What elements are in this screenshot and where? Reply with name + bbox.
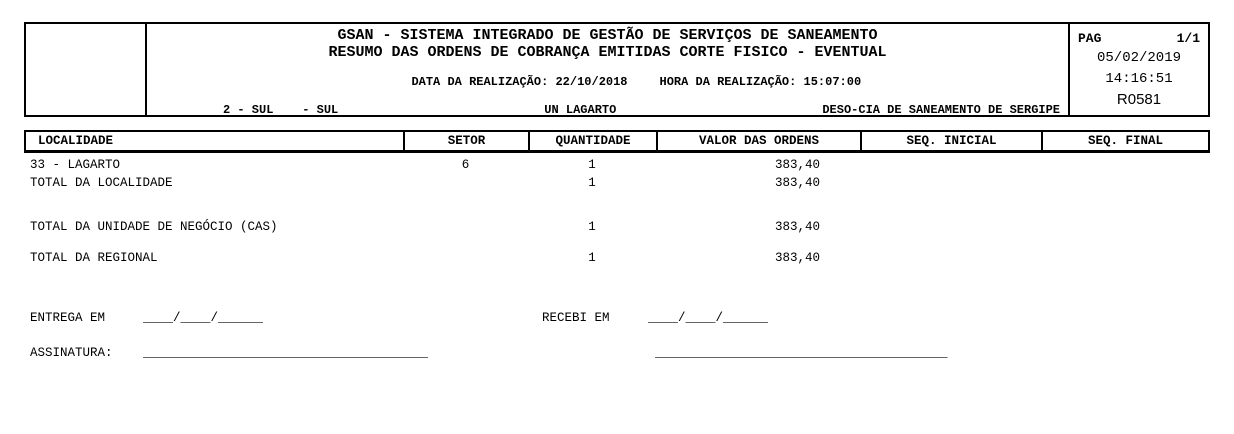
emission-date: 05/02/2019 xyxy=(1096,50,1181,67)
assinatura-line-right: _______________________________________ xyxy=(655,346,948,360)
table-row xyxy=(24,174,1210,192)
cell-valor: 383,40 xyxy=(774,176,820,190)
column-header-seq-final: SEQ. FINAL xyxy=(1087,134,1163,148)
assinatura-line-left: ______________________________________ xyxy=(143,346,429,360)
entrega-date-blank-field: ____/____/______ xyxy=(143,311,264,325)
realizacao-line xyxy=(153,61,1062,103)
cell-seq-final xyxy=(1041,249,1210,267)
realizacao-date-label: DATA DA REALIZAÇÃO: xyxy=(411,75,549,89)
assinatura-label: ASSINATURA: xyxy=(30,346,113,360)
cell-localidade: 33 - LAGARTO xyxy=(30,158,121,172)
page-number-row xyxy=(1078,31,1200,46)
cell-localidade: TOTAL DA UNIDADE DE NEGÓCIO (CAS) xyxy=(30,220,278,234)
cell-seq-final xyxy=(1041,218,1210,236)
realizacao-time-value: 15:07:00 xyxy=(803,75,862,89)
page-number: 1/1 xyxy=(1176,30,1200,46)
table-row xyxy=(24,249,1210,267)
page-label: PAG xyxy=(1078,30,1102,46)
page-info-box xyxy=(1068,24,1208,115)
cell-valor: 383,40 xyxy=(774,158,820,172)
table-row xyxy=(24,156,1210,174)
regional-label: 2 - SUL - SUL xyxy=(223,103,339,117)
column-header-valor-das-ordens: VALOR DAS ORDENS xyxy=(658,132,862,150)
report-code: R0581 xyxy=(1116,91,1162,109)
cell-valor: 383,40 xyxy=(774,251,820,265)
header-title-area xyxy=(147,24,1068,115)
column-header-quantidade: QUANTIDADE xyxy=(530,132,658,150)
cell-quantidade: 1 xyxy=(588,158,596,172)
location-line xyxy=(153,103,1062,117)
cell-seq-final xyxy=(1041,156,1210,174)
column-header-setor: SETOR xyxy=(405,132,530,150)
cell-seq-inicial xyxy=(860,174,1041,192)
emission-time: 14:16:51 xyxy=(1105,70,1173,87)
cell-seq-inicial xyxy=(860,249,1041,267)
cell-seq-inicial xyxy=(860,218,1041,236)
recebi-date-blank-field: ____/____/______ xyxy=(648,311,769,325)
cell-setor xyxy=(403,218,528,236)
realizacao-date-value: 22/10/2018 xyxy=(555,75,628,89)
cell-quantidade: 1 xyxy=(588,251,596,265)
report-title: RESUMO DAS ORDENS DE COBRANÇA EMITIDAS CORTE FISICO - EVENTUAL xyxy=(328,44,887,61)
logo-placeholder-box xyxy=(26,24,147,115)
cell-quantidade: 1 xyxy=(588,220,596,234)
table-header-row xyxy=(24,130,1210,153)
cell-quantidade: 1 xyxy=(588,176,596,190)
cell-localidade: TOTAL DA REGIONAL xyxy=(30,251,158,265)
unidade-negocio-label: UN LAGARTO xyxy=(544,103,617,117)
system-title: GSAN - SISTEMA INTEGRADO DE GESTÃO DE SERVIÇOS DE SANEAMENTO xyxy=(337,27,878,44)
cell-setor xyxy=(403,249,528,267)
entrega-em-label: ENTREGA EM xyxy=(30,311,106,325)
realizacao-time-label: HORA DA REALIZAÇÃO: xyxy=(659,75,797,89)
table-row xyxy=(24,218,1210,236)
company-label: DESO-CIA DE SANEAMENTO DE SERGIPE xyxy=(822,103,1060,117)
cell-valor: 383,40 xyxy=(774,220,820,234)
cell-setor: 6 xyxy=(461,158,470,172)
recebi-em-label: RECEBI EM xyxy=(542,311,610,325)
table-body xyxy=(24,156,1210,267)
cell-setor xyxy=(403,174,528,192)
column-header-seq-inicial: SEQ. INICIAL xyxy=(862,132,1043,150)
report-header xyxy=(24,22,1210,117)
column-header-localidade: LOCALIDADE xyxy=(26,132,405,150)
cell-seq-inicial xyxy=(860,156,1041,174)
cell-seq-final xyxy=(1041,174,1210,192)
cell-localidade: TOTAL DA LOCALIDADE xyxy=(30,176,173,190)
